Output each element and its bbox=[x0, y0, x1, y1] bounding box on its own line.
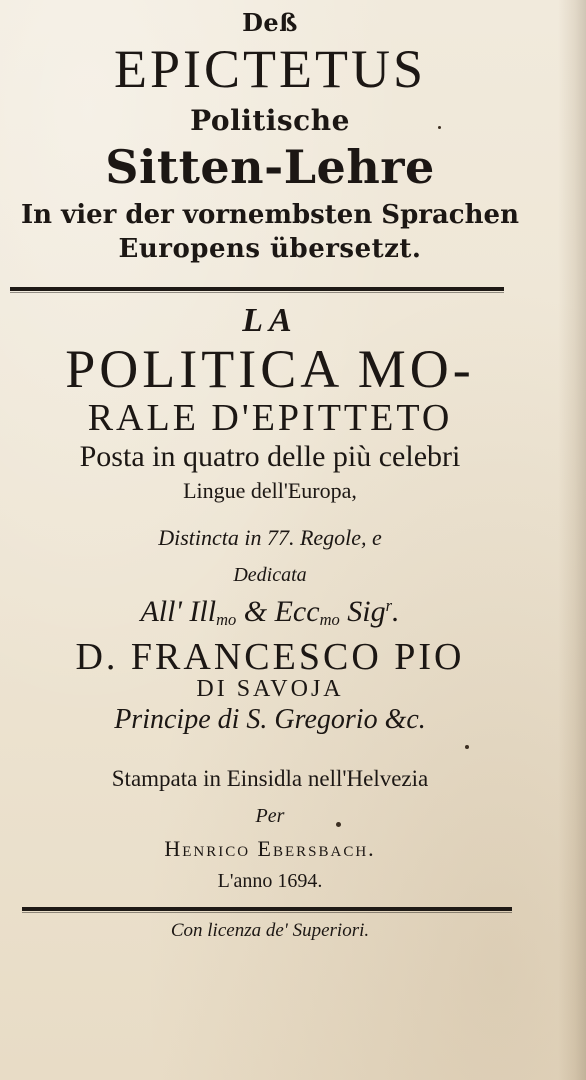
german-subtitle-politische: Politische bbox=[190, 104, 350, 137]
dedication-sig-text: Sig bbox=[347, 595, 386, 628]
dedication-sig-end: . bbox=[392, 595, 400, 628]
dedication-ampersand: & bbox=[243, 595, 268, 628]
bottom-divider-rule bbox=[22, 907, 512, 911]
italian-imprint-year: L'anno 1694. bbox=[217, 870, 323, 892]
italian-dedication-honorifics bbox=[0, 595, 540, 630]
paper-speck bbox=[465, 745, 469, 749]
dedication-sig-sup: r bbox=[385, 596, 392, 615]
italian-dedicata: Dedicata bbox=[233, 564, 307, 586]
italian-description-line1: Posta in quatro delle più celebri bbox=[79, 440, 461, 473]
italian-description-line2: Lingue dell'Europa, bbox=[183, 478, 357, 503]
paper-speck bbox=[438, 126, 441, 129]
italian-rules-line: Distincta in 77. Regole, e bbox=[158, 525, 382, 550]
italian-dedicatee-house: DI SAVOJA bbox=[196, 676, 344, 702]
dedication-ecc bbox=[275, 595, 340, 628]
italian-title-line1: POLITICA MO- bbox=[65, 339, 475, 399]
italian-dedicatee-name: D. FRANCESCO PIO bbox=[75, 636, 465, 678]
german-title-epictetus: EPICTETUS bbox=[113, 39, 426, 99]
italian-imprint-per: Per bbox=[255, 805, 285, 827]
dedication-ill-sub: mo bbox=[216, 610, 237, 629]
paper-speck bbox=[336, 822, 341, 827]
dedication-sig bbox=[347, 595, 399, 628]
dedication-ecc-text: Ecc bbox=[274, 595, 320, 628]
dedication-ill-text: Ill bbox=[189, 595, 217, 628]
dedication-ill bbox=[189, 595, 236, 628]
german-subtitle-sitten-lehre: Sitten-Lehre bbox=[105, 140, 435, 194]
page-gutter-shadow bbox=[558, 0, 586, 1080]
license-footer: Con licenza de' Superiori. bbox=[170, 920, 370, 941]
italian-imprint-place: Stampata in Einsidla nell'Helvezia bbox=[111, 766, 429, 791]
german-description-line2: Europens übersetzt. bbox=[118, 234, 422, 264]
dedication-ecc-sub: mo bbox=[319, 610, 340, 629]
top-divider-rule bbox=[10, 287, 504, 291]
italian-title-line2: RALE D'EPITTETO bbox=[87, 397, 453, 439]
italian-printer-name: Henrico Ebersbach. bbox=[164, 836, 376, 861]
italian-article: LA bbox=[242, 302, 298, 339]
german-article: Deß bbox=[242, 8, 298, 37]
dedication-all: All' bbox=[140, 595, 182, 628]
german-description-line1: In vier der vornembsten Sprachen bbox=[21, 200, 519, 230]
italian-dedicatee-title: Principe di S. Gregorio &c. bbox=[114, 704, 426, 735]
